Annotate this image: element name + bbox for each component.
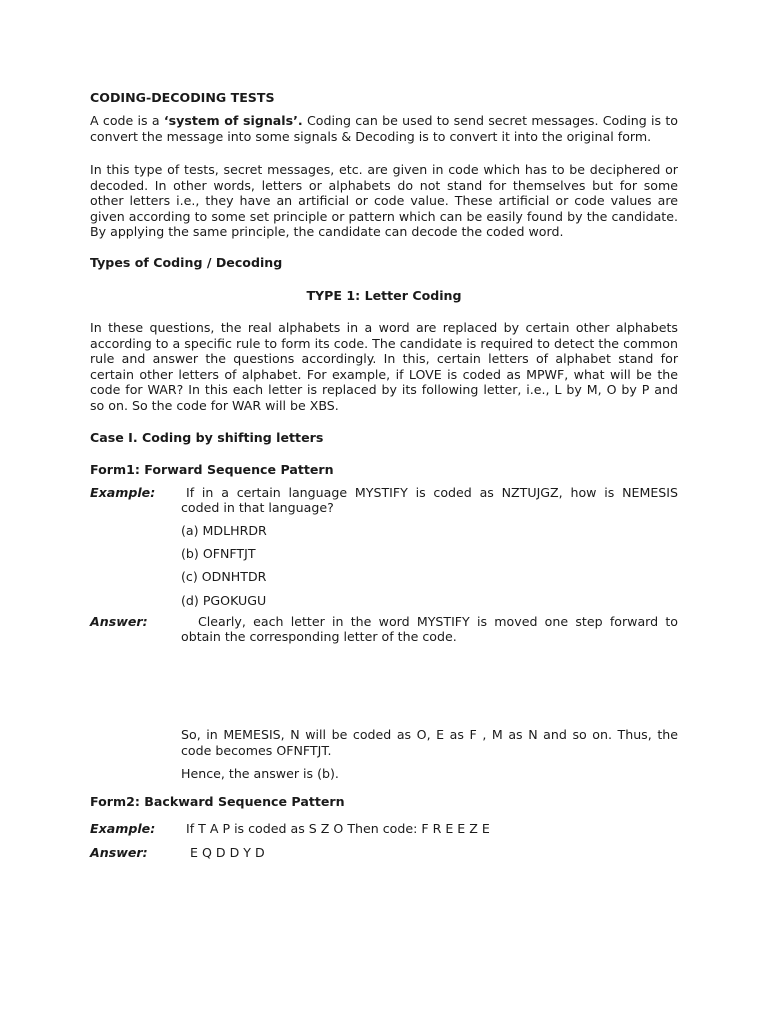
paragraph-line: code for WAR? In this each letter is replaced by its following letter, i.e., L by M, O by P and (90, 382, 678, 398)
answer1-text-cont (181, 629, 678, 645)
option-c: (c) ODNHTDR (181, 569, 267, 584)
example1-question-cont (181, 500, 678, 516)
intro-line-2: convert the message into some signals & Decoding is to convert it into the original form. (90, 128, 652, 144)
example1-label: Example: (90, 485, 156, 500)
option-d: (d) PGOKUGU (181, 593, 267, 608)
letter-coding-paragraph (90, 320, 678, 414)
intro-text-pre: A code is a (90, 113, 164, 128)
paragraph-line: given according to some set principle or pattern which can be easily found by the candidate. (90, 208, 678, 224)
explanation-line: So, in MEMESIS, N will be coded as O, E as F , M as N and so on. Thus, the (181, 727, 678, 742)
description-paragraph (90, 162, 678, 240)
intro-text-post: Coding can be used to send secret messages. Coding is to (302, 113, 678, 128)
answer2-text: E Q D D Y D (190, 845, 265, 860)
option-a: (a) MDLHRDR (181, 523, 267, 538)
paragraph-line: other letters i.e., they have an artificial or code value. These artificial or code values are (90, 193, 678, 209)
paragraph-line: By applying the same principle, the candidate can decode the coded word. (90, 224, 564, 240)
paragraph-line: decoded. In other words, letters or alphabets do not stand for themselves but for some (90, 177, 678, 193)
answer1-text (198, 614, 678, 630)
form2-heading: Form2: Backward Sequence Pattern (90, 794, 345, 809)
answer2-label: Answer: (90, 845, 148, 860)
option-b: (b) OFNFTJT (181, 546, 256, 561)
paragraph-line: so on. So the code for WAR will be XBS. (90, 397, 339, 413)
question-line: coded in that language? (181, 500, 334, 515)
intro-bold-term: ‘system of signals’. (163, 113, 303, 128)
page-title: CODING-DECODING TESTS (90, 90, 275, 105)
explanation-line: code becomes OFNFTJT. (181, 742, 332, 758)
paragraph-line: In these questions, the real alphabets in a word are replaced by certain other alphabets (90, 320, 678, 335)
paragraph-line: according to a specific rule to form its code. The candidate is required to detect the common (90, 335, 678, 351)
section-heading-type1: TYPE 1: Letter Coding (306, 288, 462, 303)
answer1-label: Answer: (90, 614, 148, 629)
section-heading-types: Types of Coding / Decoding (90, 255, 283, 270)
answer1-conclusion: Hence, the answer is (b). (181, 766, 339, 781)
form1-heading: Form1: Forward Sequence Pattern (90, 462, 334, 477)
answer1-explanation (181, 727, 678, 758)
example1-question (186, 485, 678, 501)
paragraph-line: rule and answer the questions accordingly. In this, certain letters of alphabet stand for (90, 351, 678, 367)
intro-paragraph (90, 113, 678, 144)
example2-label: Example: (90, 821, 156, 836)
intro-line-1 (90, 113, 678, 129)
example2-question: If T A P is coded as S Z O Then code: F R E E Z E (186, 821, 490, 836)
case1-heading: Case I. Coding by shifting letters (90, 430, 324, 445)
answer-line: Clearly, each letter in the word MYSTIFY is moved one step forward to (198, 614, 678, 629)
paragraph-line: In this type of tests, secret messages, etc. are given in code which has to be deciphered or (90, 162, 678, 177)
paragraph-line: certain other letters of alphabet. For example, if LOVE is coded as MPWF, what will be the (90, 366, 678, 382)
question-line: If in a certain language MYSTIFY is coded as NZTUJGZ, how is NEMESIS (186, 485, 678, 500)
answer-line: obtain the corresponding letter of the code. (181, 629, 457, 644)
